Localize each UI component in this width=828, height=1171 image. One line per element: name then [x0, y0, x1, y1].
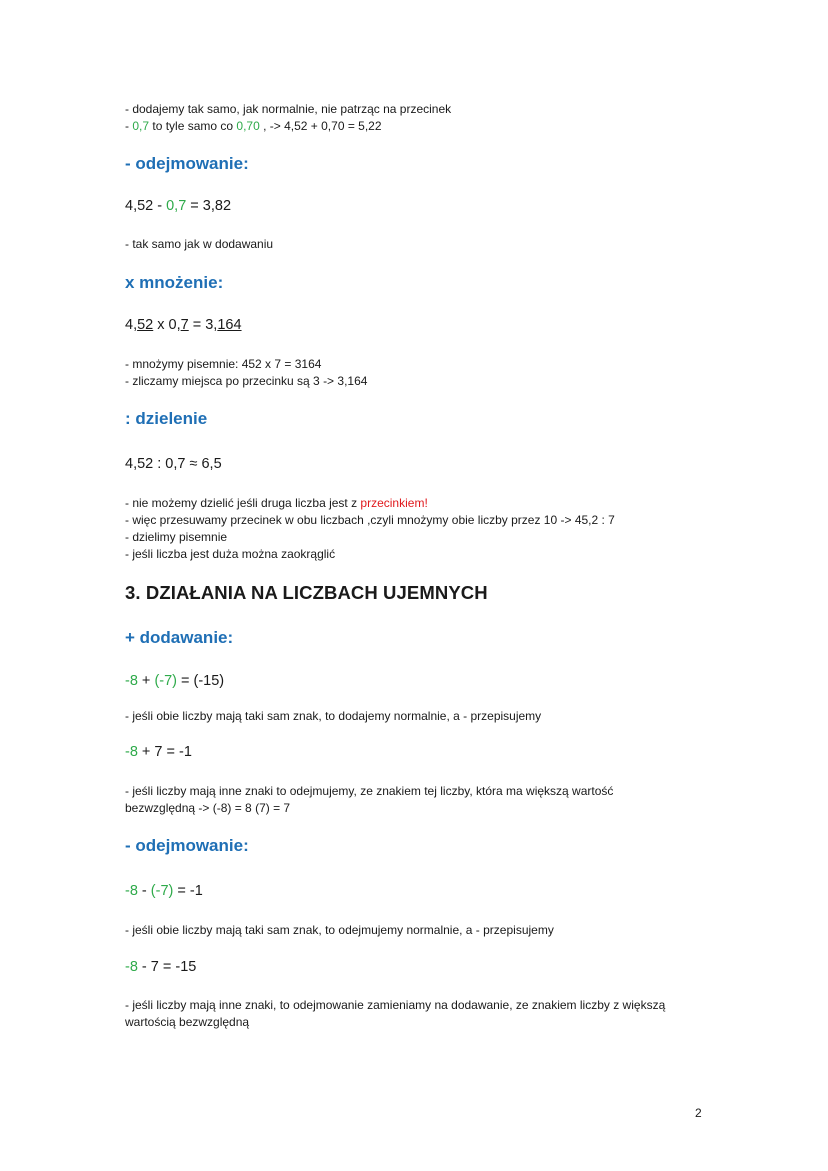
note-line: - zliczamy miejsca po przecinku są 3 -> 3,164	[125, 374, 368, 388]
note-line: - jeśli obie liczby mają taki sam znak, to dodajemy normalnie, a - przepisujemy	[125, 709, 542, 723]
note-line: - nie możemy dzielić jeśli druga liczba jest z przecinkiem!	[125, 496, 428, 510]
note-line: - mnożymy pisemnie: 452 x 7 = 3164	[125, 357, 322, 371]
note-line: - więc przesuwamy przecinek w obu liczbach ,czyli mnożymy obie liczby przez 10 -> 45,2 : 7	[125, 513, 615, 527]
note-line: - dodajemy tak samo, jak normalnie, nie patrząc na przecinek	[125, 102, 452, 116]
section-heading: : dzielenie	[125, 409, 208, 428]
note-line: bezwzględną -> (-8) = 8 (7) = 7	[125, 801, 291, 815]
section-heading: x mnożenie:	[125, 273, 224, 292]
equation: 4,52 x 0,7 = 3,164	[125, 317, 242, 333]
equation: -8 - (-7) = -1	[125, 883, 203, 899]
note-line: - jeśli obie liczby mają taki sam znak, to odejmujemy normalnie, a - przepisujemy	[125, 923, 554, 937]
note-line: - tak samo jak w dodawaniu	[125, 237, 274, 251]
note-line: - jeśli liczby mają inne znaki, to odejmowanie zamieniamy na dodawanie, ze znakiem liczby z większą	[125, 998, 666, 1012]
equation: 4,52 : 0,7 ≈ 6,5	[125, 456, 222, 472]
note-line: - dzielimy pisemnie	[125, 530, 228, 544]
page-number: 2	[695, 1106, 702, 1120]
note-line: wartością bezwzględną	[125, 1015, 250, 1029]
chapter-title: 3. DZIAŁANIA NA LICZBACH UJEMNYCH	[125, 582, 488, 603]
note-line: - 0,7 to tyle samo co 0,70 , -> 4,52 + 0,70 = 5,22	[125, 119, 382, 133]
section-heading: - odejmowanie:	[125, 836, 249, 855]
section-heading: - odejmowanie:	[125, 154, 249, 173]
equation: 4,52 - 0,7 = 3,82	[125, 198, 232, 214]
equation: -8 + (-7) = (-15)	[125, 673, 225, 689]
equation: -8 - 7 = -15	[125, 959, 197, 975]
note-line: - jeśli liczba jest duża można zaokrąglić	[125, 547, 336, 561]
section-heading: + dodawanie:	[125, 628, 234, 647]
note-line: - jeśli liczby mają inne znaki to odejmujemy, ze znakiem tej liczby, która ma większą wartość	[125, 784, 614, 798]
equation: -8 + 7 = -1	[125, 744, 192, 760]
